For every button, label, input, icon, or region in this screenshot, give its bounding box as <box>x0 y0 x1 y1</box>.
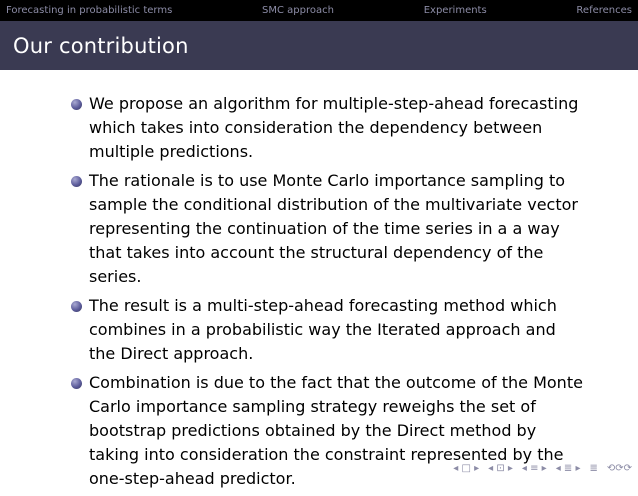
bullet-icon <box>71 378 82 389</box>
bullet-list <box>71 92 611 491</box>
bullet-icon <box>71 301 82 312</box>
nav-appendix-icon[interactable]: ≣ <box>589 463 598 474</box>
bullet-icon <box>71 99 82 110</box>
nav-section-icon[interactable]: ◂ ≡ ▸ <box>521 463 547 474</box>
nav-section-forecasting[interactable]: Forecasting in probabilistic terms <box>6 5 173 16</box>
nav-frame-icon[interactable]: ◂ □ ▸ <box>453 463 480 474</box>
list-item <box>71 294 587 366</box>
nav-section-references[interactable]: References <box>576 5 632 16</box>
list-item <box>71 169 587 289</box>
nav-subsection-icon[interactable]: ◂ ⊡ ▸ <box>488 463 513 474</box>
list-item <box>71 92 587 164</box>
page-title: Our contribution <box>13 33 189 58</box>
bullet-text: The result is a multi-step-ahead forecasting method which combines in a probabilistic way the Iterated approach and the Direct approach. <box>89 296 557 363</box>
bullet-text: The rationale is to use Monte Carlo importance sampling to sample the conditional distribution of the multivariate vector representing the continuation of the time series in a a way that takes into account the structural dependency of the series. <box>89 171 578 286</box>
nav-section-smc-approach[interactable]: SMC approach <box>262 5 334 16</box>
nav-section-experiments[interactable]: Experiments <box>423 5 487 16</box>
section-navbar <box>0 0 638 21</box>
frame-title-bar <box>0 21 638 70</box>
nav-document-icon[interactable]: ◂ ≣ ▸ <box>555 463 581 474</box>
bullet-icon <box>71 176 82 187</box>
slide-content <box>71 92 611 496</box>
bullet-text: We propose an algorithm for multiple-step-ahead forecasting which takes into consideration the dependency between multiple predictions. <box>89 94 579 161</box>
beamer-navigation-symbols <box>453 463 632 475</box>
bullet-text: Combination is due to the fact that the outcome of the Monte Carlo importance sampling strategy reweighs the set of bootstrap predictions obtained by the Direct method by taking into consideration the constraint represented by the one-step-ahead predictor. <box>89 373 583 488</box>
nav-search-back-icon[interactable]: ⟲⟳⟳ <box>606 463 632 474</box>
